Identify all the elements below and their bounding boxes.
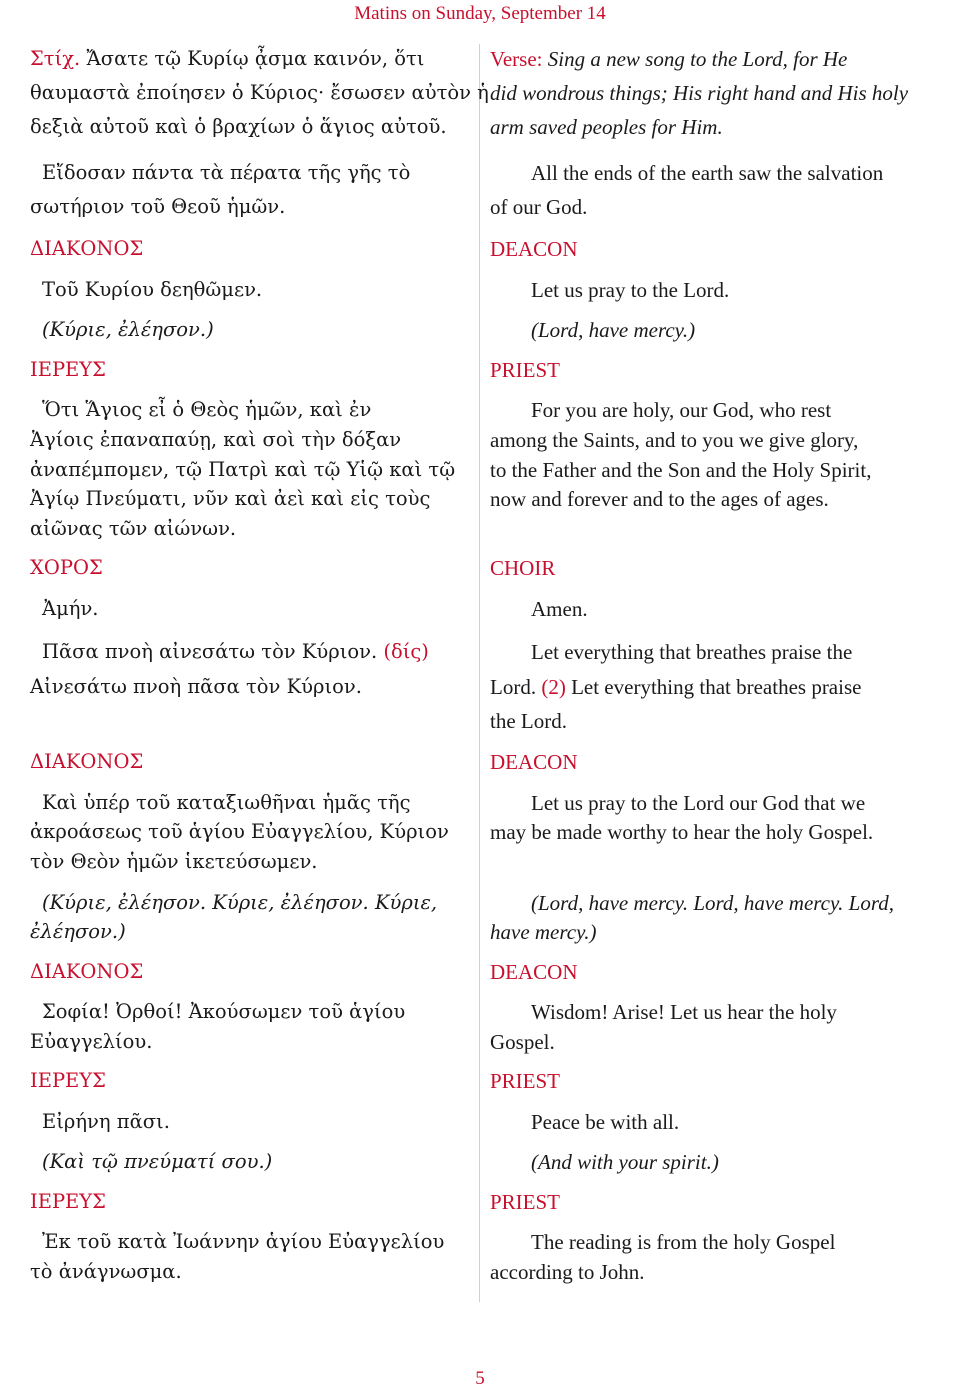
greek-holy-line-1: Ὅτι Ἅγιος εἶ ὁ Θεὸς ἡμῶν, καὶ ἐν (42, 398, 372, 421)
english-role-choir: CHOIR (490, 556, 556, 580)
greek-wisdom-line-2: Εὐαγγελίου. (30, 1030, 153, 1053)
english-peace: Peace be with all. (531, 1110, 680, 1134)
english-breath-line-1: Let everything that breathes praise the (531, 640, 853, 664)
english-breath-line-3: the Lord. (490, 709, 567, 733)
english-pray-line: Let us pray to the Lord. (531, 278, 730, 302)
english-role-priest-3: PRIEST (490, 1190, 561, 1214)
english-ends-line-1: All the ends of the earth saw the salvation (531, 161, 884, 185)
greek-role-deacon-3: ΔΙΑΚΟΝΟΣ (30, 960, 144, 983)
english-worthy-line-1: Let us pray to the Lord our God that we (531, 791, 866, 815)
greek-holy-line-2: Ἁγίοις ἐπαναπαύῃ, καὶ σοὶ τὴν δόξαν (30, 428, 402, 451)
greek-ends-line-1: Εἴδοσαν πάντα τὰ πέρατα τῆς γῆς τὸ (42, 161, 411, 184)
english-role-deacon-3: DEACON (490, 960, 578, 984)
english-role-deacon-2: DEACON (490, 750, 578, 774)
english-mercy-response-1: (Lord, have mercy.) (531, 318, 696, 342)
greek-spirit-response: (Καὶ τῷ πνεύματί σου.) (42, 1150, 273, 1173)
english-twice-marker: (2) (541, 675, 566, 699)
greek-mercy-response-3-line-2: ἐλέησον.) (30, 920, 126, 943)
column-divider (479, 44, 480, 1302)
english-role-deacon-1: DEACON (490, 237, 578, 261)
english-amen: Amen. (531, 597, 588, 621)
page-header-title: Matins on Sunday, September 14 (354, 3, 606, 24)
greek-holy-line-4: Ἁγίῳ Πνεύματι, νῦν καὶ ἀεὶ καὶ εἰς τοὺς (30, 487, 431, 510)
english-reading-line-2: according to John. (490, 1260, 645, 1284)
greek-mercy-response-3-line-1: (Κύριε, ἐλέησον. Κύριε, ἐλέησον. Κύριε, (42, 891, 438, 914)
english-role-priest-1: PRIEST (490, 358, 561, 382)
english-holy-line-1: For you are holy, our God, who rest (531, 398, 832, 422)
greek-ends-line-2: σωτήριον τοῦ Θεοῦ ἡμῶν. (30, 195, 286, 218)
english-breath-text-2b: Let everything that breathes praise (571, 675, 862, 699)
greek-verse-label: Στίχ. (30, 47, 81, 70)
english-wisdom-line-2: Gospel. (490, 1030, 555, 1054)
greek-wisdom-line-1: Σοφία! Ὀρθοί! Ἀκούσωμεν τοῦ ἁγίου (42, 1000, 406, 1023)
greek-verse-line-2: θαυμαστὰ ἐποίησεν ὁ Κύριος· ἔσωσεν αὐτὸν ἡ (30, 81, 489, 104)
greek-reading-line-2: τὸ ἀνάγνωσμα. (30, 1260, 182, 1283)
english-reading-line-1: The reading is from the holy Gospel (531, 1230, 836, 1254)
english-breath-text-2a: Lord. (490, 675, 537, 699)
greek-reading-line-1: Ἐκ τοῦ κατὰ Ἰωάννην ἁγίου Εὐαγγελίου (42, 1230, 445, 1253)
page-number: 5 (475, 1368, 485, 1389)
greek-role-choir: ΧΟΡΟΣ (30, 556, 103, 579)
english-role-priest-2: PRIEST (490, 1069, 561, 1093)
greek-worthy-line-1: Καὶ ὑπέρ τοῦ καταξιωθῆναι ἡμᾶς τῆς (42, 791, 411, 814)
greek-mercy-response-1: (Κύριε, ἐλέησον.) (42, 318, 214, 341)
greek-verse-text-1: Ἄσατε τῷ Κυρίῳ ᾆσμα καινόν, ὅτι (86, 47, 425, 70)
greek-breath-line-1 (42, 637, 429, 667)
greek-role-priest-3: ΙΕΡΕΥΣ (30, 1190, 106, 1213)
english-holy-line-4: now and forever and to the ages of ages. (490, 487, 829, 511)
greek-worthy-line-3: τὸν Θεὸν ἡμῶν ἱκετεύσωμεν. (30, 850, 318, 873)
greek-role-deacon-1: ΔΙΑΚΟΝΟΣ (30, 237, 144, 260)
english-verse-line-3: arm saved peoples for Him. (490, 115, 723, 139)
english-holy-line-3: to the Father and the Son and the Holy Spirit, (490, 458, 872, 482)
english-wisdom-line-1: Wisdom! Arise! Let us hear the holy (531, 1000, 837, 1024)
greek-role-deacon-2: ΔΙΑΚΟΝΟΣ (30, 750, 144, 773)
greek-breath-line-2: Αἰνεσάτω πνοὴ πᾶσα τὸν Κύριον. (30, 675, 362, 698)
english-spirit-response: (And with your spirit.) (531, 1150, 719, 1174)
english-worthy-line-2: may be made worthy to hear the holy Gospel. (490, 820, 874, 844)
greek-worthy-line-2: ἀκροάσεως τοῦ ἁγίου Εὐαγγελίου, Κύριον (30, 820, 449, 843)
greek-amen: Ἀμήν. (42, 597, 99, 620)
english-holy-line-2: among the Saints, and to you we give glory, (490, 428, 859, 452)
greek-holy-line-3: ἀναπέμπομεν, τῷ Πατρὶ καὶ τῷ Υἱῷ καὶ τῷ (30, 458, 456, 481)
greek-role-priest-1: ΙΕΡΕΥΣ (30, 358, 106, 381)
english-verse-line-1 (490, 44, 847, 74)
english-verse-line-2: did wondrous things; His right hand and His holy (490, 81, 909, 105)
english-verse-label: Verse: (490, 47, 543, 71)
greek-holy-line-5: αἰῶνας τῶν αἰώνων. (30, 517, 237, 540)
english-mercy-response-3-line-2: have mercy.) (490, 920, 597, 944)
english-breath-line-2 (490, 672, 861, 702)
greek-twice-marker: (δίς) (383, 640, 429, 663)
greek-verse-line-1 (30, 44, 424, 74)
english-ends-line-2: of our God. (490, 195, 588, 219)
english-verse-text-1: Sing a new song to the Lord, for He (547, 47, 848, 71)
greek-pray-line: Τοῦ Κυρίου δεηθῶμεν. (42, 278, 263, 301)
english-mercy-response-3-line-1: (Lord, have mercy. Lord, have mercy. Lord, (531, 891, 894, 915)
greek-role-priest-2: ΙΕΡΕΥΣ (30, 1069, 106, 1092)
greek-verse-line-3: δεξιὰ αὐτοῦ καὶ ὁ βραχίων ὁ ἅγιος αὐτοῦ. (30, 115, 447, 138)
greek-breath-text-1: Πᾶσα πνοὴ αἰνεσάτω τὸν Κύριον. (42, 640, 378, 663)
greek-peace: Εἰρήνη πᾶσι. (42, 1110, 170, 1133)
